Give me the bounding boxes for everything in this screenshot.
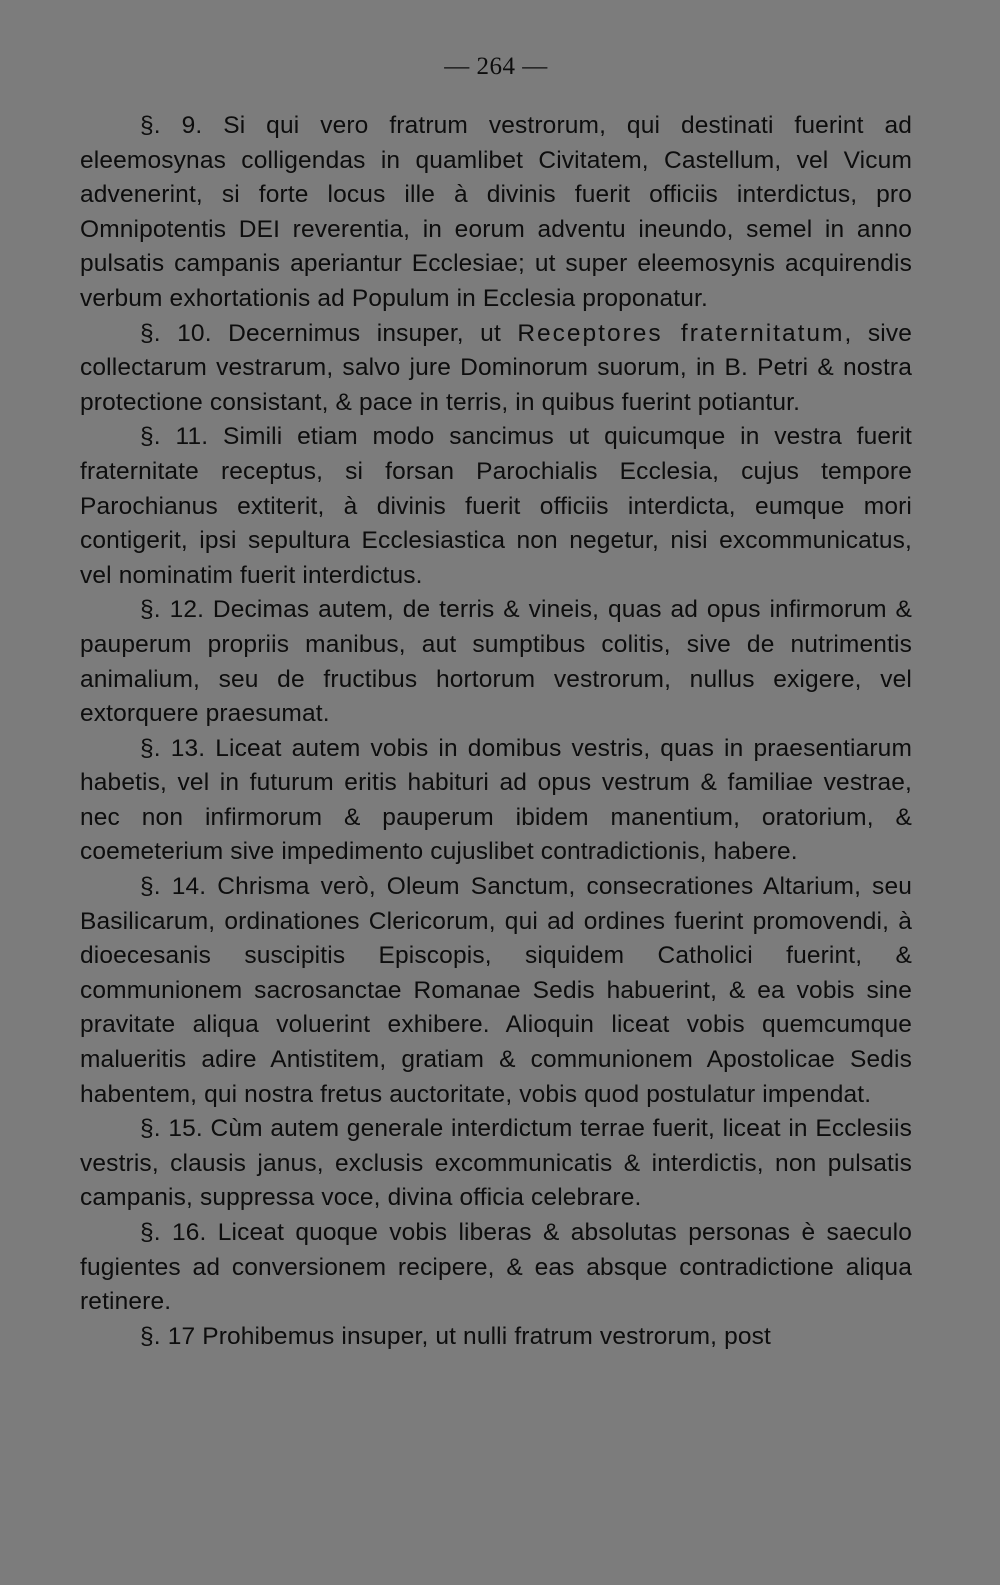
paragraph-13 <box>80 732 912 870</box>
paragraph-17 <box>80 1320 912 1355</box>
paragraph-text-continued: , sive collectarum vestrarum, salvo jure Dominorum suorum, in B. Petri & nostra protectione consistant, & pace in terris, in quibus fuerint potiantur. <box>80 319 912 416</box>
paragraph-text: §. 15. Cùm autem generale interdictum terrae fuerit, liceat in Ecclesiis vestris, clausis janus, exclusis excommunicatis & interdictis, non pulsatis campanis, suppressa voce, divina officia celebrare. <box>80 1115 912 1212</box>
paragraph-text: §. 12. Decimas autem, de terris & vineis, quas ad opus infirmorum & pauperum propriis manibus, aut sumptibus colitis, sive de nutrimentis animalium, seu de fructibus hortorum vestrorum, nullus exigere, vel extorquere praesumat. <box>80 596 912 728</box>
paragraph-text: §. 16. Liceat quoque vobis liberas & absolutas personas è saeculo fugientes ad conversionem recipere, & eas absque contradictione aliqua retinere. <box>80 1219 912 1316</box>
paragraph-text: §. 13. Liceat autem vobis in domibus vestris, quas in praesentiarum habetis, vel in futurum eritis habituri ad opus vestrum & familiae vestrae, nec non infirmorum & pauperum ibidem manentium, oratorium, & coemeterium sive impedimento cujuslibet contradictionis, habere. <box>80 734 912 866</box>
paragraph-14 <box>80 870 912 1112</box>
letterspaced-term: Receptores fraternitatum <box>517 319 845 347</box>
paragraph-10 <box>80 317 912 421</box>
document-page <box>80 52 912 1354</box>
paragraph-text: §. 14. Chrisma verò, Oleum Sanctum, consecrationes Altarium, seu Basilicarum, ordinationes Clericorum, qui ad ordines fuerint promovendi, à dioecesanis suscipitis Episcopis, siquidem Catholici fuerint, & communionem sacrosanctae Romanae Sedis habuerint, & ea vobis sine pravitate aliqua voluerint exhibere. Alioquin liceat vobis quemcumque malueritis adire Antistitem, gratiam & communionem Apostolicae Sedis habentem, qui nostra fretus auctoritate, vobis quod postulatur impendat. <box>80 873 912 1108</box>
page-number: — 264 — <box>444 53 548 80</box>
paragraph-9 <box>80 109 912 317</box>
paragraph-12 <box>80 593 912 731</box>
paragraph-text: §. 10. Decernimus insuper, ut <box>140 319 518 347</box>
paragraph-16 <box>80 1216 912 1320</box>
paragraph-15 <box>80 1112 912 1216</box>
paragraph-text: §. 9. Si qui vero fratrum vestrorum, qui destinati fuerint ad eleemosynas colligendas in quamlibet Civitatem, Castellum, vel Vicum advenerint, si forte locus ille à divinis fuerit officiis interdictus, pro Omnipotentis DEI reverentia, in eorum adventu ineundo, semel in anno pulsatis campanis aperiantur Ecclesiae; ut super eleemosynis acquirendis verbum exhortationis ad Populum in Ecclesia proponatur. <box>80 112 912 312</box>
paragraph-text: §. 11. Simili etiam modo sancimus ut quicumque in vestra fuerit fraternitate receptus, si forsan Parochialis Ecclesia, cujus tempore Parochianus extiterit, à divinis fuerit officiis interdicta, eumque mori contigerit, ipsi sepultura Ecclesiastica non negetur, nisi excommunicatus, vel nominatim fuerit interdictus. <box>80 423 912 589</box>
paragraph-11 <box>80 420 912 593</box>
paragraph-text: §. 17 Prohibemus insuper, ut nulli fratrum vestrorum, post <box>140 1322 772 1350</box>
